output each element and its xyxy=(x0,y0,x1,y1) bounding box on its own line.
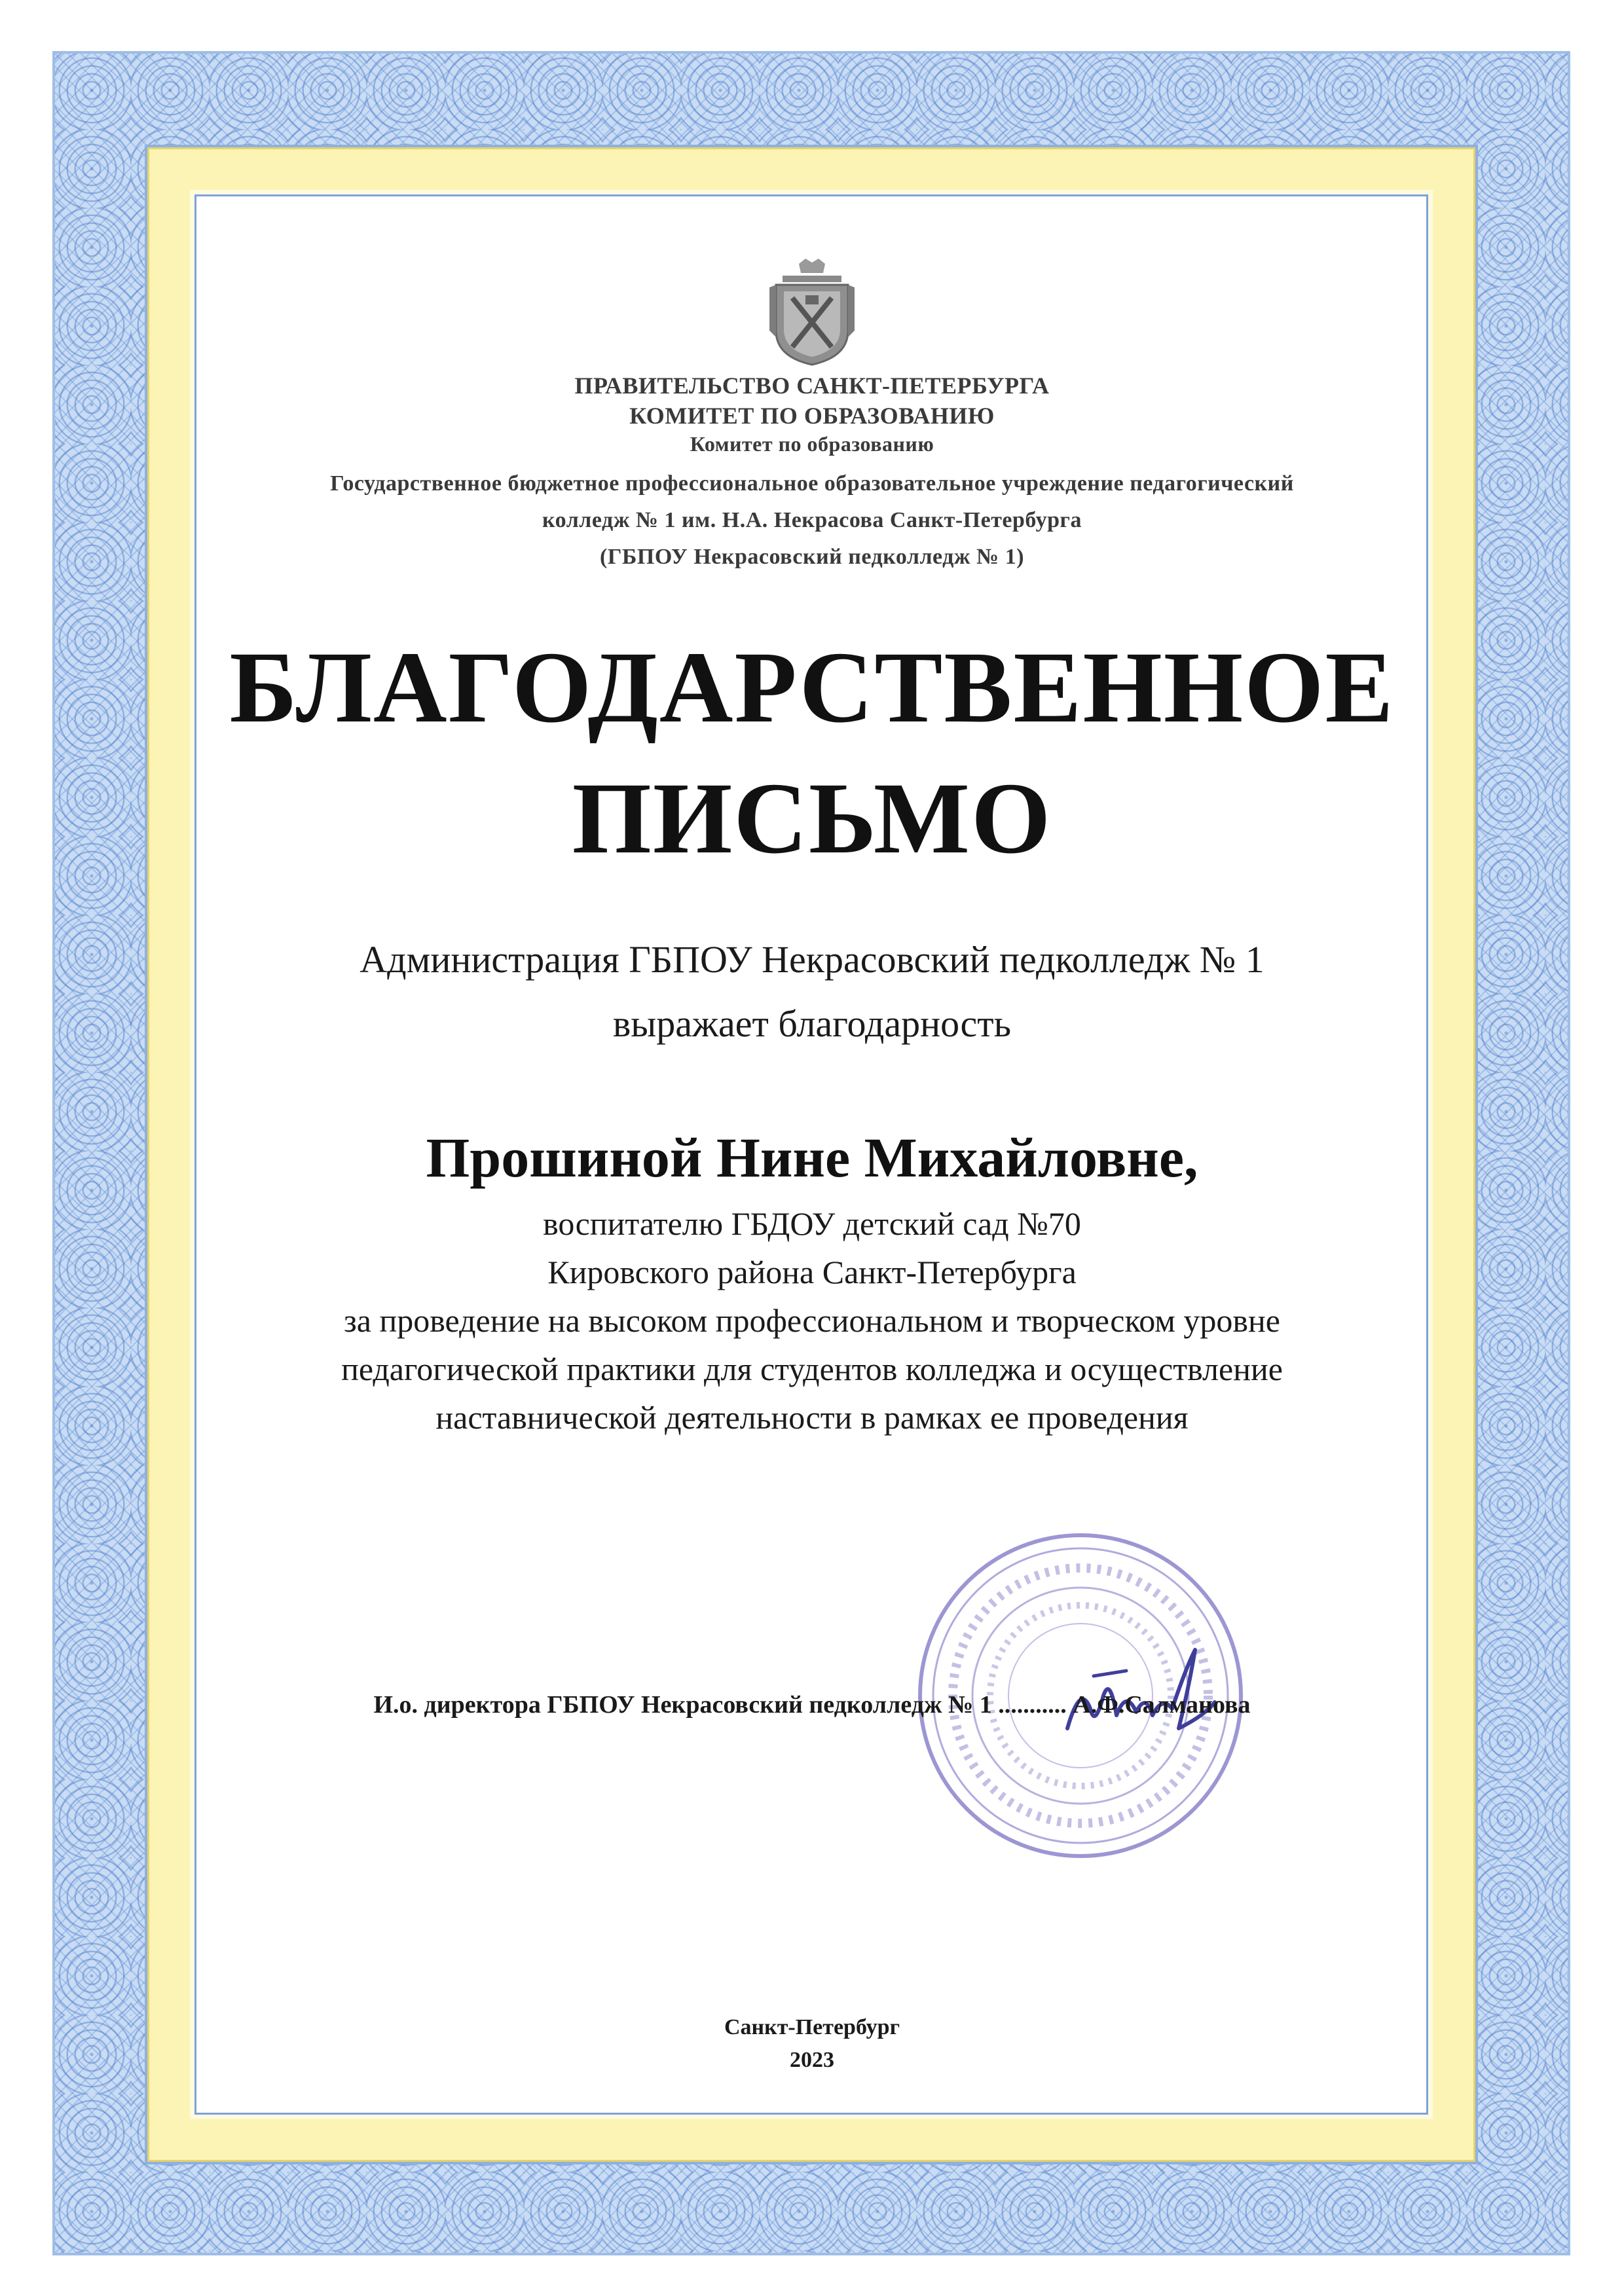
intro-line1: Администрация ГБПОУ Некрасовский педколледж № 1 xyxy=(360,938,1264,981)
recipient-desc-line2: Кировского района Санкт-Петербурга xyxy=(547,1254,1077,1290)
footer-year: 2023 xyxy=(790,2048,834,2072)
director-signature-line: И.о. директора ГБПОУ Некрасовский педколледж № 1 ........... А.Ф.Салманова xyxy=(373,1691,1251,1719)
header-institution-short: (ГБПОУ Некрасовский педколледж № 1) xyxy=(599,545,1025,569)
header-committee-sub: Комитет по образованию xyxy=(690,432,934,456)
title-line2: ПИСЬМО xyxy=(572,761,1052,875)
recipient-desc-line1: воспитателю ГБДОУ детский сад №70 xyxy=(543,1205,1081,1242)
title-line1: БЛАГОДАРСТВЕННОЕ xyxy=(229,630,1395,744)
recipient-desc-line5: наставнической деятельности в рамках ее проведения xyxy=(435,1399,1189,1436)
recipient-desc-line3: за проведение на высоком профессиональном и творческом уровне xyxy=(344,1302,1280,1339)
coat-of-arms-icon xyxy=(769,259,855,367)
header-government: ПРАВИТЕЛЬСТВО САНКТ-ПЕТЕРБУРГА xyxy=(574,373,1050,399)
recipient-name: Прошиной Нине Михайловне, xyxy=(426,1126,1198,1189)
header-institution-line2: колледж № 1 им. Н.А. Некрасова Санкт-Петербурга xyxy=(542,508,1082,532)
header-committee: КОМИТЕТ ПО ОБРАЗОВАНИЮ xyxy=(629,403,995,429)
recipient-desc-line4: педагогической практики для студентов колледжа и осуществление xyxy=(341,1351,1283,1387)
header-institution-line1: Государственное бюджетное профессиональное образовательное учреждение педагогический xyxy=(330,471,1294,496)
intro-line2: выражает благодарность xyxy=(612,1002,1012,1045)
footer-city: Санкт-Петербург xyxy=(724,2015,900,2039)
